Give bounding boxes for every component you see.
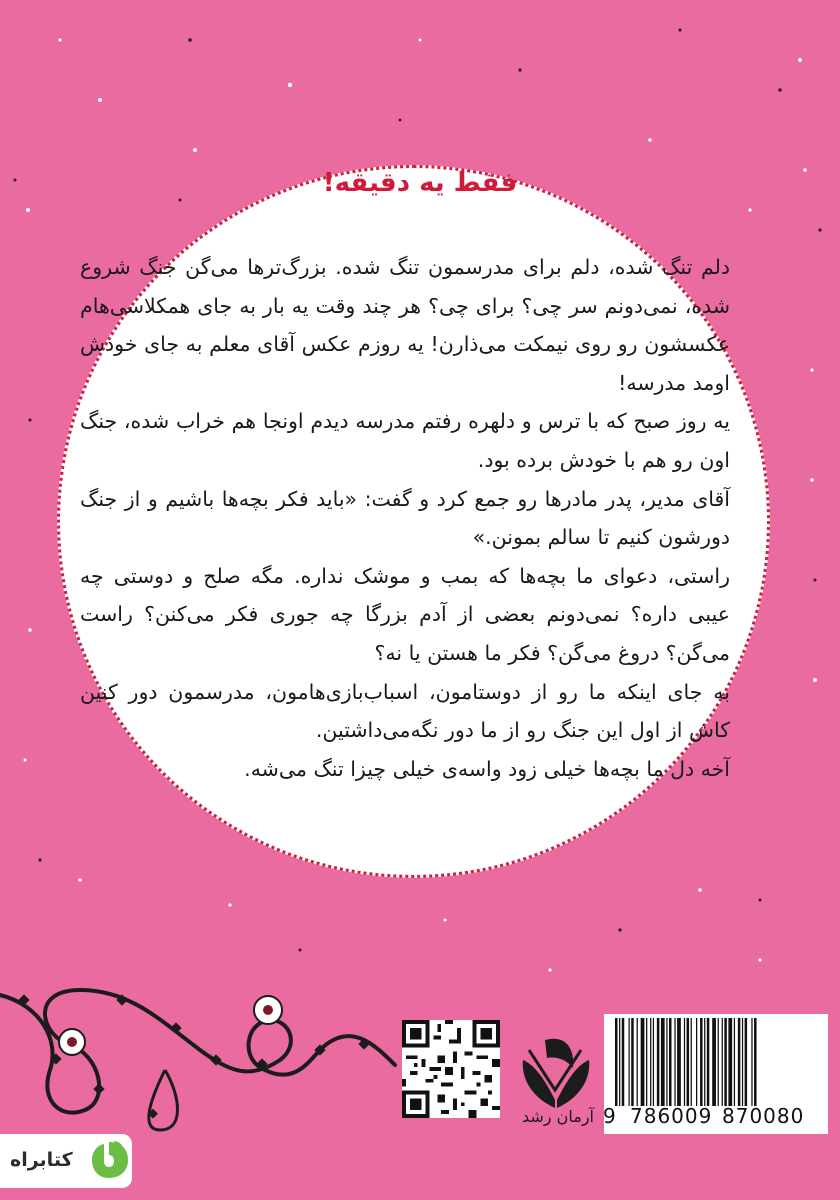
story-paragraph: به جای اینکه ما رو از دوستامون، اسباب‌بازی‌هامون، مدرسمون دور کنین کاش از اول این جنگ رو از ما دور نگه‌می‌داشتین.	[80, 679, 730, 743]
story-paragraph: آخه دل ما بچه‌ها خیلی زود واسه‌ی خیلی چیزا تنگ می‌شه.	[244, 756, 730, 781]
story-paragraph: دلم تنگ شده، دلم برای مدرسمون تنگ شده. بزرگ‌ترها می‌گن جنگ شروع شده، نمی‌دونم سر چی؟ برای چی؟ هر چند وقت یه بار به جای همکلاسی‌هام عکسشون رو روی نیمکت می‌ذارن! یه روزم عکس آقای معلم به جای خودش اومد مدرسه!	[80, 255, 730, 395]
ketabrah-logo-icon	[88, 1139, 130, 1181]
story-title: فقط یه دقیقه!	[322, 168, 518, 198]
isbn-barcode	[613, 1018, 819, 1106]
ketabrah-label: کتابراه	[10, 1149, 73, 1171]
qr-code[interactable]	[402, 1020, 500, 1118]
barbed-wire-flower-illustration	[0, 960, 400, 1140]
story-paragraph: آقای مدیر، پدر مادرها رو جمع کرد و گفت: «باید فکر بچه‌ها باشیم و از جنگ دورشون کنیم تا سالم بمونن.»	[80, 486, 730, 550]
story-paragraph: یه روز صبح که با ترس و دلهره رفتم مدرسه دیدم اونجا هم خراب شده، جنگ اون رو هم با خودش برده بود.	[80, 409, 730, 472]
story-body	[80, 248, 730, 788]
story-paragraph: راستی، دعوای ما بچه‌ها که بمب و موشک نداره. مگه صلح و دوستی چه عیبی داره؟ نمی‌دونم بعضی از آدم بزرگا چه جوری فکر می‌کنن؟ راست می‌گن؟ دروغ می‌گن؟ فکر ما هستن یا نه؟	[80, 563, 730, 665]
isbn-digit-first: 9	[603, 1104, 616, 1128]
isbn-digits-middle: 786009	[630, 1104, 713, 1128]
publisher-name: آرمان رشد	[522, 1107, 594, 1126]
isbn-digits-last: 870080	[722, 1104, 805, 1128]
